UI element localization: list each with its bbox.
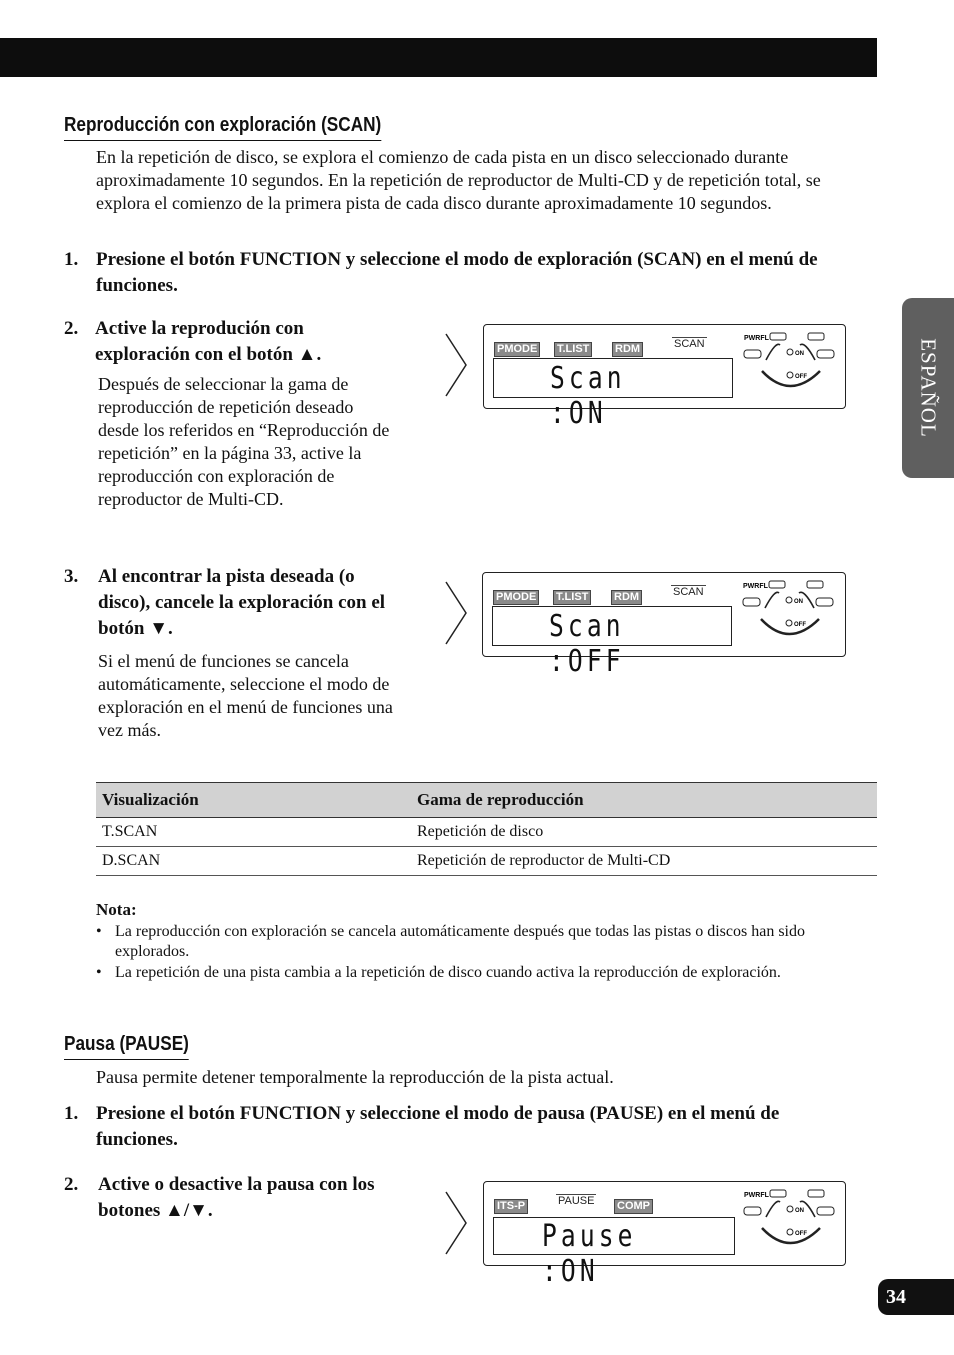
pause-heading: Pausa (PAUSE) xyxy=(64,1033,189,1060)
pause-step-2 xyxy=(64,1172,409,1224)
step-text: Active o desactive la pausa con los botones ▲/▼. xyxy=(98,1174,375,1221)
arrow-right-icon xyxy=(444,580,470,646)
step-number: 1. xyxy=(64,1103,79,1124)
step-text: Al encontrar la pista deseada (o disco), cancele la exploración con el botón ▼. xyxy=(98,566,386,639)
scan-intro: En la repetición de disco, se explora el comienzo de cada pista en un disco seleccionado durante aproximadamente 10 segundos. En la repetición de reproductor de Multi-CD y de repetición total, se explora el comienzo de la primera pista de cada disco durante aproximadamente 10 segundos. xyxy=(96,147,821,213)
display-tag: RDM xyxy=(611,590,642,605)
display-scan-on xyxy=(483,324,846,431)
page-number: 34 xyxy=(878,1279,954,1315)
scan-section-heading-wrap xyxy=(64,114,433,141)
display-tag: PMODE xyxy=(494,342,540,357)
pause-section-heading-wrap xyxy=(64,1033,209,1060)
scan-step-3-body: Si el menú de funciones se cancela automáticamente, seleccione el modo de exploración en el menú de funciones una vez más. xyxy=(98,651,393,740)
control-buttons-icon xyxy=(740,331,840,403)
lcd-text: Pause :ON xyxy=(542,1219,637,1289)
display-tag: T.LIST xyxy=(553,590,591,605)
on-label: ON xyxy=(795,351,804,357)
pause-step-1 xyxy=(64,1101,854,1153)
display-tag: COMP xyxy=(614,1199,653,1214)
table-cell: D.SCAN xyxy=(96,847,411,876)
language-tab xyxy=(902,298,954,478)
display-tag: T.LIST xyxy=(554,342,592,357)
scan-step-2-body: Después de seleccionar la gama de reproducción de repetición deseado desde los referidos en “Reproducción de repetición” en la página 33, active la reproducción con exploración de reproductor de Multi-CD. xyxy=(98,374,390,509)
language-tab-label: ESPAÑOL xyxy=(916,338,941,438)
pwrfl-label: PWRFL xyxy=(744,1192,769,1199)
list-item: • La reproducción con exploración se cancela automáticamente después que todas las pistas o discos han sido explorados. xyxy=(96,922,856,962)
off-label: OFF xyxy=(795,374,807,380)
table-row xyxy=(96,847,877,876)
off-label: OFF xyxy=(794,622,806,628)
step-number: 1. xyxy=(64,249,79,270)
table-cell: Repetición de disco xyxy=(411,818,877,847)
step-text: Presione el botón FUNCTION y seleccione el modo de exploración (SCAN) en el menú de funciones. xyxy=(96,249,818,296)
display-tag-active: SCAN xyxy=(673,586,704,598)
pwrfl-label: PWRFL xyxy=(744,335,769,342)
table-cell: T.SCAN xyxy=(96,818,411,847)
arrow-right-icon xyxy=(444,1190,470,1256)
on-label: ON xyxy=(795,1208,804,1214)
display-scan-off xyxy=(482,572,846,679)
lcd-text: Scan :ON xyxy=(550,361,626,431)
table-header-row xyxy=(96,783,877,818)
note-list xyxy=(96,922,856,983)
step-text: Presione el botón FUNCTION y seleccione el modo de pausa (PAUSE) en el menú de funciones. xyxy=(96,1103,780,1150)
pwrfl-label: PWRFL xyxy=(743,583,768,590)
note-title: Nota: xyxy=(96,900,137,919)
arrow-right-icon xyxy=(444,332,470,398)
display-tag: ITS-P xyxy=(494,1199,528,1214)
scan-step-3 xyxy=(64,564,394,642)
lcd-panel xyxy=(493,1217,735,1289)
list-item: • La repetición de una pista cambia a la repetición de disco cuando activa la reproducción de exploración. xyxy=(96,963,856,983)
lcd-panel xyxy=(493,358,733,431)
lcd-panel xyxy=(492,606,732,679)
display-pause-on xyxy=(483,1181,846,1289)
step-number: 2. xyxy=(64,1174,79,1195)
display-tag: RDM xyxy=(612,342,643,357)
scan-heading: Reproducción con exploración (SCAN) xyxy=(64,114,381,141)
lcd-text: Scan :OFF xyxy=(549,609,625,679)
off-label: OFF xyxy=(795,1231,807,1237)
on-label: ON xyxy=(794,599,803,605)
step-number: 3. xyxy=(64,566,79,587)
step-text: Active la reprodución con exploración con el botón ▲. xyxy=(95,318,322,365)
scan-range-table xyxy=(96,782,877,876)
note-block xyxy=(96,900,856,984)
table-row xyxy=(96,818,877,847)
display-tag-active: SCAN xyxy=(674,338,705,350)
table-cell: Repetición de reproductor de Multi-CD xyxy=(411,847,877,876)
pause-intro: Pausa permite detener temporalmente la reproducción de la pista actual. xyxy=(96,1067,614,1087)
scan-step-1 xyxy=(64,247,854,299)
step-number: 2. xyxy=(64,318,79,339)
scan-step-2 xyxy=(64,316,394,368)
control-buttons-icon xyxy=(739,579,839,651)
display-tag-active: PAUSE xyxy=(558,1195,595,1207)
table-header: Gama de reproducción xyxy=(411,783,877,818)
table-header: Visualización xyxy=(96,783,411,818)
control-buttons-icon xyxy=(740,1188,840,1260)
header-bar xyxy=(0,38,877,77)
display-tag: PMODE xyxy=(493,590,539,605)
